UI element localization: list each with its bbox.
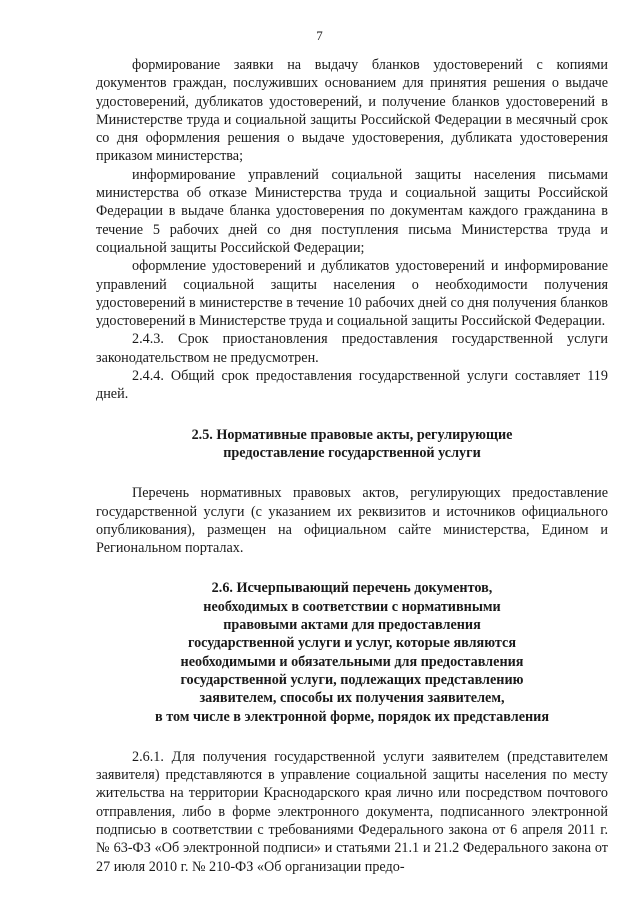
paragraph-2-4-3: 2.4.3. Срок приостановления предоставления государственной услуги законодательством не предусмотрен. [96, 331, 608, 366]
section-2-6-paragraph: 2.6.1. Для получения государственной услуги заявителем (представителем заявителя) представляются в управление социальной защиты населения по месту жительства на территории Краснодарского края лично или посредством почтового отправления, либо в форме электронного документа, подписанного электронной подписью в соответствии с требованиями Федерального закона от 6 апреля 2011 г. № 63-ФЗ «Об электронной подписи» и статьями 21.1 и 21.2 Федерального закона от 27 июля 2010 г. № 210-ФЗ «Об организации предо- [96, 748, 608, 875]
section-2-6-title-line: заявителем, способы их получения заявителем, [199, 690, 505, 707]
section-2-5-paragraph: Перечень нормативных правовых актов, регулирующих предоставление государственной услуги (с указанием их реквизитов и источников официального опубликования), размещен на официальном сайте министерства, Едином и Региональном порталах. [96, 485, 608, 557]
section-2-6-title-line: 2.6. Исчерпывающий перечень документов, [211, 580, 493, 597]
section-2-5-title-line: предоставление государственной услуги [223, 444, 481, 461]
paragraph-order-forms: формирование заявки на выдачу бланков удостоверений с копиями документов граждан, послуживших основанием для принятия решения о выдаче удостоверений, дубликатов удостоверений, и получение бланков удостоверений в Министерстве труда и социальной защиты Российской Федерации в месячный срок со дня оформления решения о выдаче удостоверения, дубликата удостоверения приказом министерства; [96, 57, 608, 165]
section-2-6-title [96, 579, 608, 725]
section-2-6-title-line: необходимых в соответствии с нормативными [203, 598, 501, 615]
section-2-6-title-line: в том числе в электронной форме, порядок их представления [154, 708, 550, 725]
document-body [96, 56, 608, 876]
paragraph-issue-certificates: оформление удостоверений и дубликатов удостоверений и информирование управлений социальной защиты населения о необходимости получения удостоверений в министерстве в течение 10 рабочих дней со дня получения бланков удостоверений в Министерстве труда и социальной защиты Российской Федерации. [96, 258, 608, 330]
paragraph-2-4-4: 2.4.4. Общий срок предоставления государственной услуги составляет 119 дней. [96, 368, 608, 403]
paragraph-inform-refusal: информирование управлений социальной защиты населения письмами министерства об отказе Министерства труда и социальной защиты Российской Федерации в выдаче бланка удостоверения по документам каждого гражданина в течение 5 рабочих дней со дня поступления письма Министерства труда и социальной защиты Российской Федерации; [96, 166, 608, 256]
section-2-5-title-line: 2.5. Нормативные правовые акты, регулирующие [191, 426, 513, 443]
section-2-6-title-line: государственной услуги, подлежащих представлению [180, 671, 524, 688]
page-number: 7 [316, 28, 323, 43]
section-2-6-title-line: необходимыми и обязательными для предоставления [180, 653, 524, 670]
section-2-6-title-line: правовыми актами для предоставления [223, 617, 481, 634]
section-2-6-title-line: государственной услуги и услуг, которые являются [187, 635, 516, 652]
section-2-5-title [96, 426, 608, 463]
